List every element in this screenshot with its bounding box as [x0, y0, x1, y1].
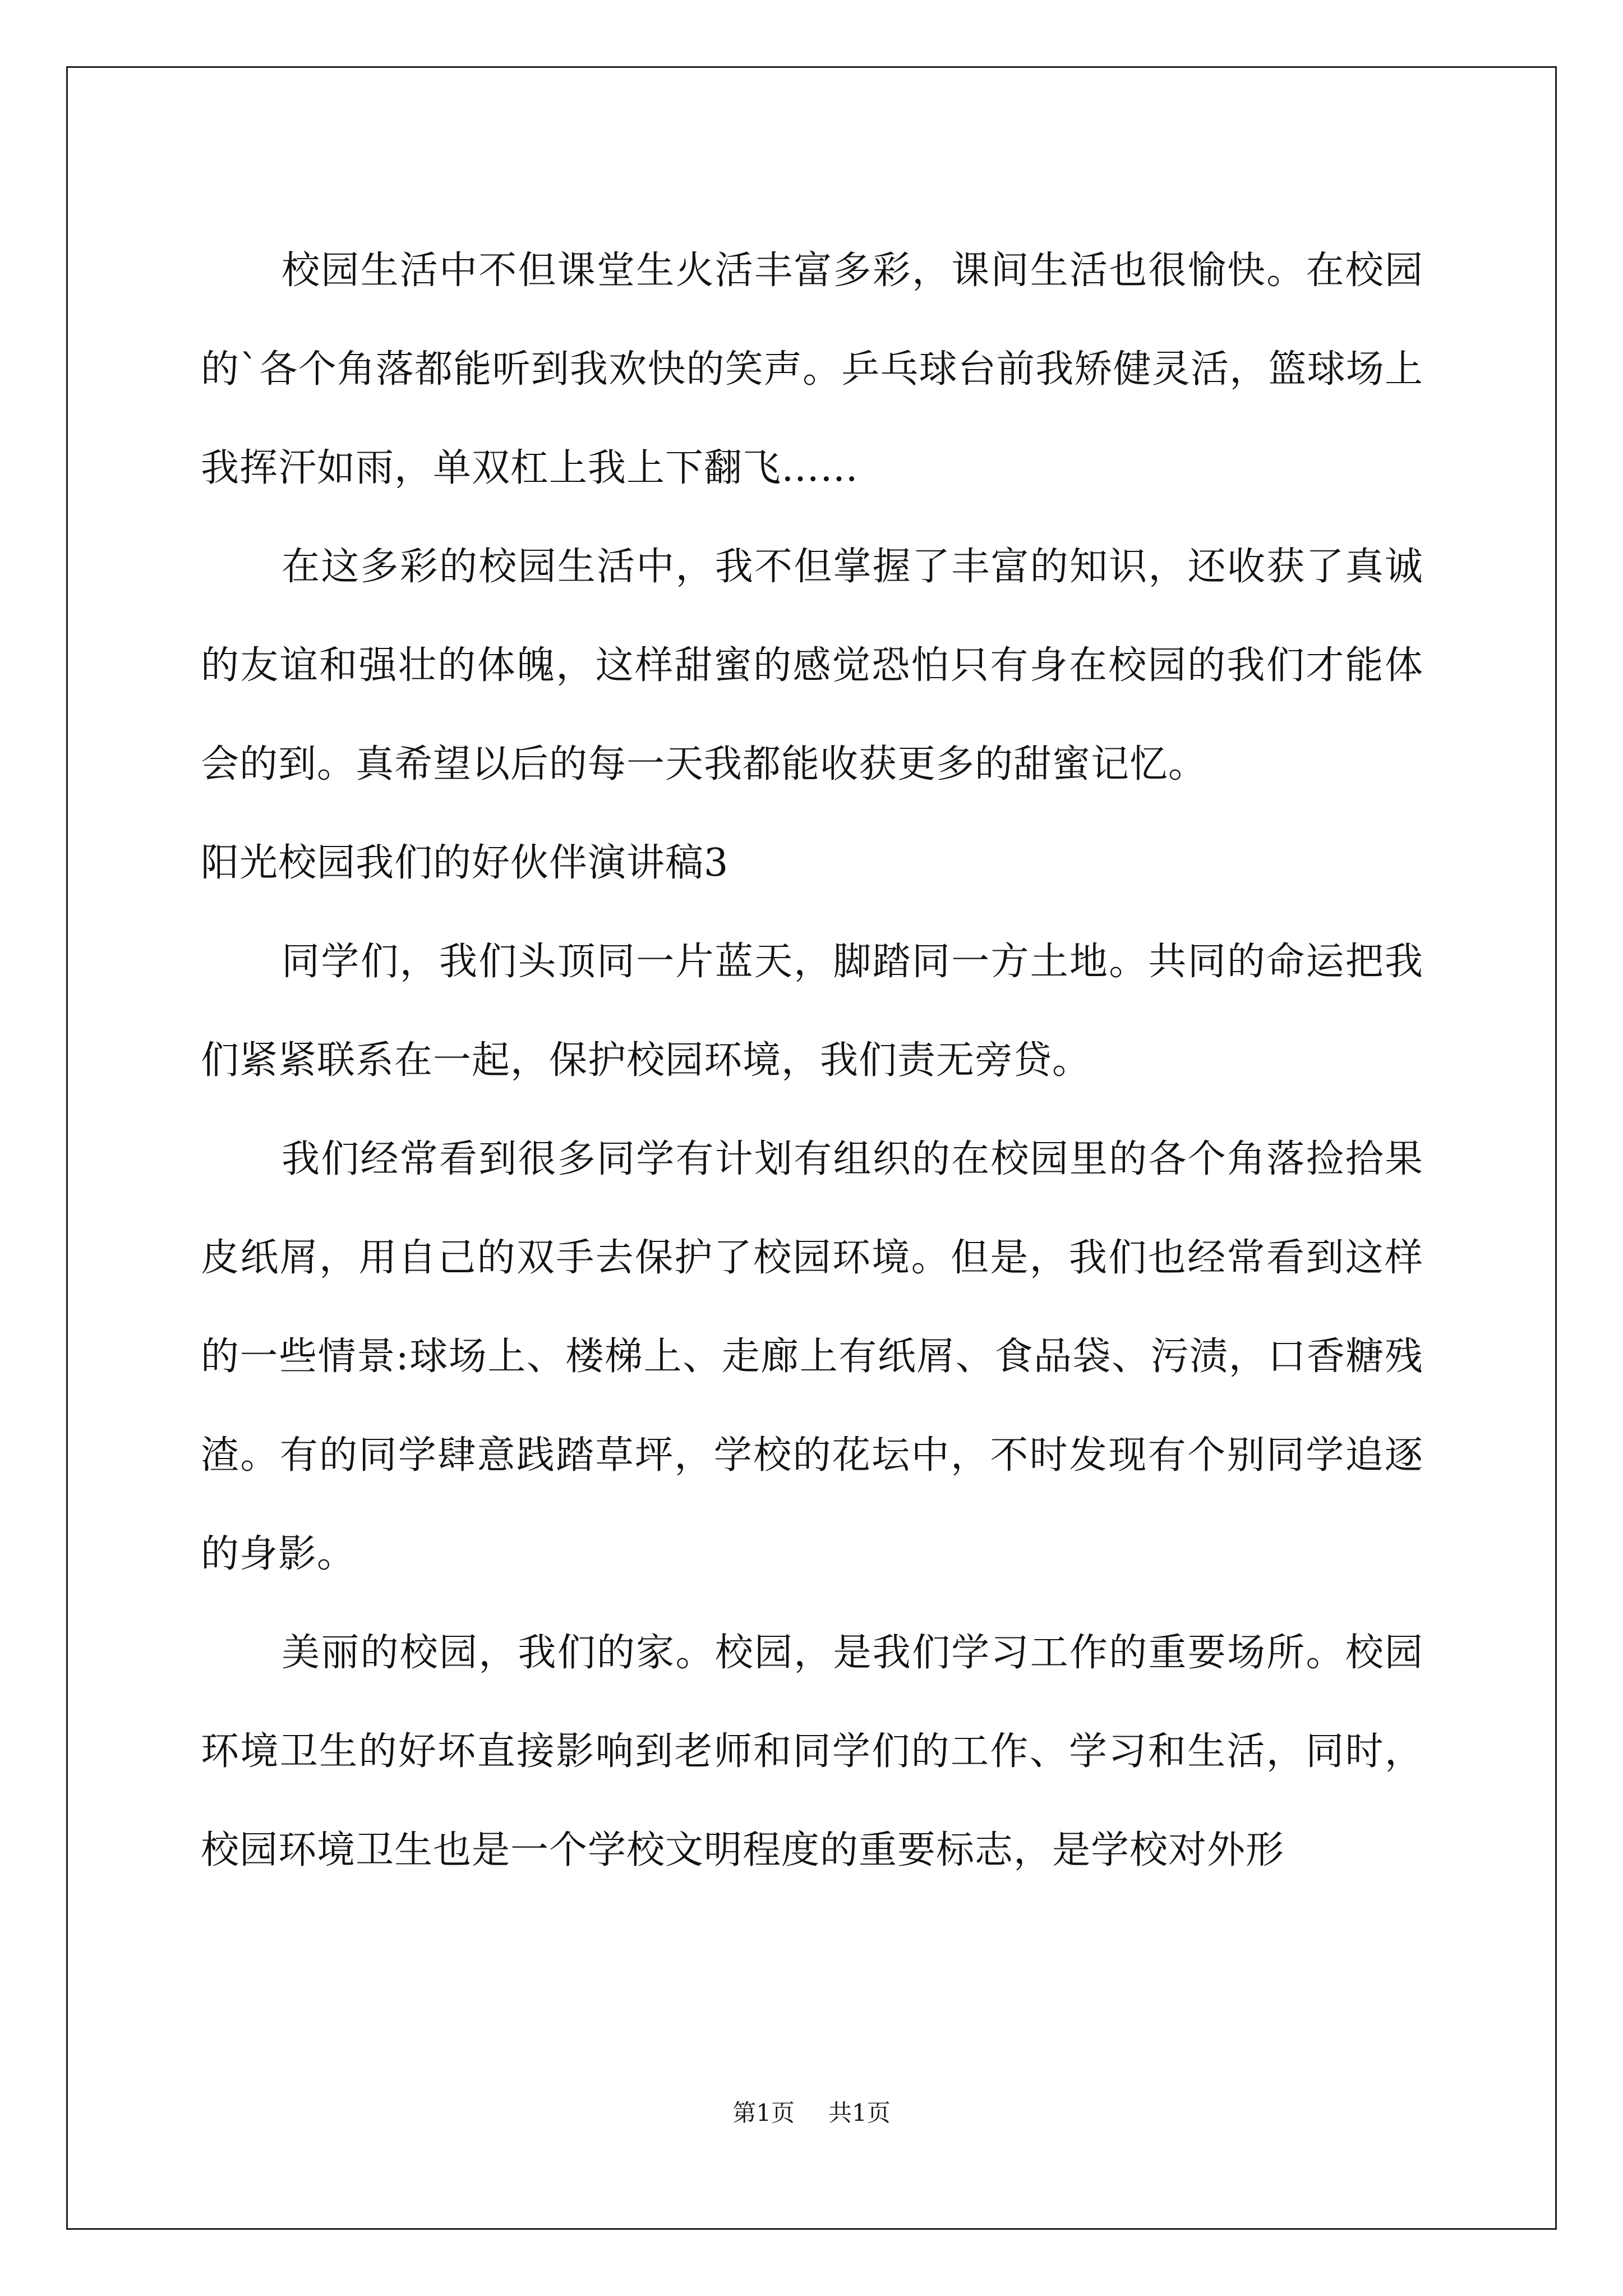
paragraph-classmates: 同学们，我们头顶同一片蓝天，脚踏同一方土地。共同的命运把我们紧紧联系在一起，保护校园环境，我们责无旁贷。	[201, 940, 1423, 1083]
paragraph-beautiful-campus: 美丽的校园，我们的家。校园，是我们学习工作的重要场所。校园环境卫生的好坏直接影响到老师和同学们的工作、学习和生活，同时，校园环境卫生也是一个学校文明程度的重要标志，是学校对外形	[201, 1631, 1423, 1872]
page-total: 共1页	[828, 2099, 891, 2127]
paragraph-colorful-campus: 在这多彩的校园生活中，我不但掌握了丰富的知识，还收获了真诚的友谊和强壮的体魄，这样甜蜜的感觉恐怕只有身在校园的我们才能体会的到。真希望以后的每一天我都能收获更多的甜蜜记忆。	[201, 545, 1423, 786]
paragraph-campus-life: 校园生活中不但课堂生火活丰富多彩，课间生活也很愉快。在校园的`各个角落都能听到我欢快的笑声。乒乓球台前我矫健灵活，篮球场上我挥汗如雨，单双杠上我上下翻飞……	[201, 249, 1423, 490]
page-footer	[0, 2096, 1623, 2130]
section-heading: 阳光校园我们的好伙伴演讲稿3	[201, 841, 729, 885]
paragraph-observations: 我们经常看到很多同学有计划有组织的在校园里的各个角落捡拾果皮纸屑，用自己的双手去保护了校园环境。但是，我们也经常看到这样的一些情景:球场上、楼梯上、走廊上有纸屑、食品袋、污渍，口香糖残渣。有的同学肆意践踏草坪，学校的花坛中，不时发现有个别同学追逐的身影。	[201, 1137, 1423, 1576]
document-body	[201, 222, 1423, 1900]
page-number: 第1页	[732, 2099, 795, 2127]
